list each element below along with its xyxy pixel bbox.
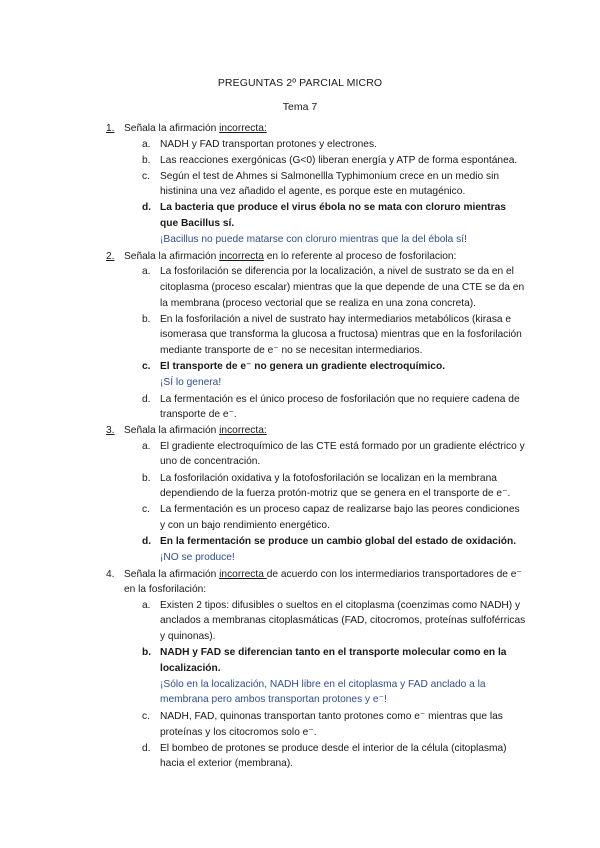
option-text: En la fermentación se produce un cambio global del estado de oxidación. — [160, 535, 517, 547]
answer-explanation: ¡Sólo en la localización, NADH libre en el citoplasma y FAD anclado a la membrana pero ambos transportan protones y e⁻! — [160, 678, 486, 706]
option-letter: a. — [142, 599, 151, 611]
question-text-pre: Señala la afirmación — [124, 123, 220, 134]
option-letter: a. — [142, 440, 151, 452]
option-c — [142, 709, 526, 740]
question-keyword: incorrecta — [219, 568, 267, 580]
option-letter: d. — [142, 742, 151, 754]
option-text: El gradiente electroquímico de las CTE está formado por un gradiente eléctrico y uno de concentración. — [160, 440, 525, 468]
option-letter: c. — [142, 710, 150, 722]
option-text: La fosforilación oxidativa y la fotofosforilación se localizan en la membrana dependiendo de la fuerza protón-motriz que se genera en el transporte de e⁻. — [160, 472, 511, 500]
option-text: La fosforilación se diferencia por la localización, a nivel de sustrato se da en el citoplasma (proceso escalar) mientras que la que depende de una CTE se da en la membrana (proceso vectorial que se realiza en una zona concreta). — [160, 266, 525, 309]
option-text: La bacteria que produce el virus ébola no se mata con cloruro mientras que Bacillus sí. — [160, 202, 506, 230]
option-text: La fermentación es el único proceso de fosforilación que no requiere cadena de transporte de e⁻. — [160, 393, 520, 421]
question-keyword: incorrecta: — [219, 425, 267, 437]
option-a — [142, 439, 526, 470]
question-text-pre: Señala la afirmación — [124, 250, 220, 262]
option-a — [142, 264, 526, 311]
option-text: El bombeo de protones se produce desde el interior de la célula (citoplasma) hacia el exterior (membrana). — [160, 742, 507, 770]
question-number: 3. — [106, 425, 115, 437]
option-a — [142, 598, 526, 645]
option-text: En la fosforilación a nivel de sustrato hay intermediarios metabólicos (kirasa e isomerasa que transforma la glucosa a fructosa) mientras que en la fosforilación mediante transporte de e⁻ no se necesitan intermediarios. — [160, 313, 522, 356]
page-title: PREGUNTAS 2º PARCIAL MICRO — [217, 77, 383, 89]
questions-list — [106, 121, 526, 772]
option-letter: c. — [142, 360, 151, 372]
question-4 — [106, 567, 526, 598]
option-c — [142, 169, 526, 200]
question-number: 1. — [106, 123, 115, 134]
options-list — [142, 439, 526, 566]
answer-explanation: ¡NO se produce! — [160, 552, 235, 564]
option-d-correct — [142, 534, 526, 550]
option-text: La fermentación es un proceso capaz de realizarse bajo las peores condiciones y con un bajo rendimiento energético. — [160, 504, 520, 531]
answer-explanation: ¡SÍ lo genera! — [160, 377, 222, 388]
option-letter: d. — [142, 202, 152, 214]
option-text: El transporte de e⁻ no genera un gradiente electroquímico. — [160, 360, 446, 372]
option-b — [142, 471, 526, 502]
option-d — [142, 392, 526, 423]
option-letter: c. — [142, 170, 150, 182]
question-keyword: incorrecta: — [219, 123, 267, 134]
question-text-post: de acuerdo con los intermediarios transportadores de e⁻ en la fosforilación: — [124, 568, 522, 596]
option-b-correct — [142, 645, 526, 676]
page-subtitle: Tema 7 — [282, 101, 318, 113]
question-text-pre: Señala la afirmación — [124, 568, 220, 580]
option-b — [142, 312, 526, 359]
answer-explanation: ¡Bacillus no puede matarse con cloruro mientras que la del ébola sí! — [160, 234, 467, 246]
option-letter: a. — [142, 138, 151, 150]
question-3 — [106, 423, 526, 439]
option-letter: d. — [142, 393, 151, 405]
option-d — [142, 741, 526, 772]
question-text-post: en lo referente al proceso de fosforilacion: — [263, 250, 457, 262]
option-c — [142, 502, 526, 533]
option-letter: b. — [142, 472, 151, 484]
question-number: 2. — [106, 250, 115, 262]
option-b — [142, 153, 526, 169]
option-text: Según el test de Ahmes si Salmonellla Typhimonium crece en un medio sin histinina una vez añadido el agente, es porque este en mutagénico. — [160, 170, 500, 198]
option-letter: c. — [142, 504, 150, 516]
options-list — [142, 137, 526, 248]
question-2 — [106, 249, 526, 265]
option-text: NADH y FAD transportan protones y electrones. — [160, 138, 377, 150]
option-letter: b. — [142, 313, 151, 325]
option-text: Las reacciones exergónicas (G<0) liberan energía y ATP de forma espontánea. — [160, 154, 518, 166]
option-text: Existen 2 tipos: difusibles o sueltos en el citoplasma (coenzimas como NADH) y anclados a membranas citoplasmáticas (FAD, citocromos, proteínas sulfoférricas y quinonas). — [160, 599, 526, 642]
option-letter: a. — [142, 266, 151, 278]
option-letter: b. — [142, 154, 151, 166]
option-letter: b. — [142, 647, 152, 659]
option-text: NADH, FAD, quinonas transportan tanto protones como e⁻ mientras que las proteínas y los citocromos solo e⁻. — [160, 710, 503, 738]
options-list — [142, 264, 526, 422]
question-1 — [106, 121, 526, 137]
option-d-correct — [142, 200, 526, 231]
question-keyword: incorrecta — [219, 250, 264, 262]
option-text: NADH y FAD se diferencian tanto en el transporte molecular como en la localización. — [160, 647, 507, 674]
option-c-correct — [142, 359, 526, 375]
option-a — [142, 137, 526, 153]
option-letter: d. — [142, 535, 152, 547]
options-list — [142, 598, 526, 772]
question-text-pre: Señala la afirmación — [124, 425, 220, 437]
question-number: 4. — [106, 568, 115, 580]
